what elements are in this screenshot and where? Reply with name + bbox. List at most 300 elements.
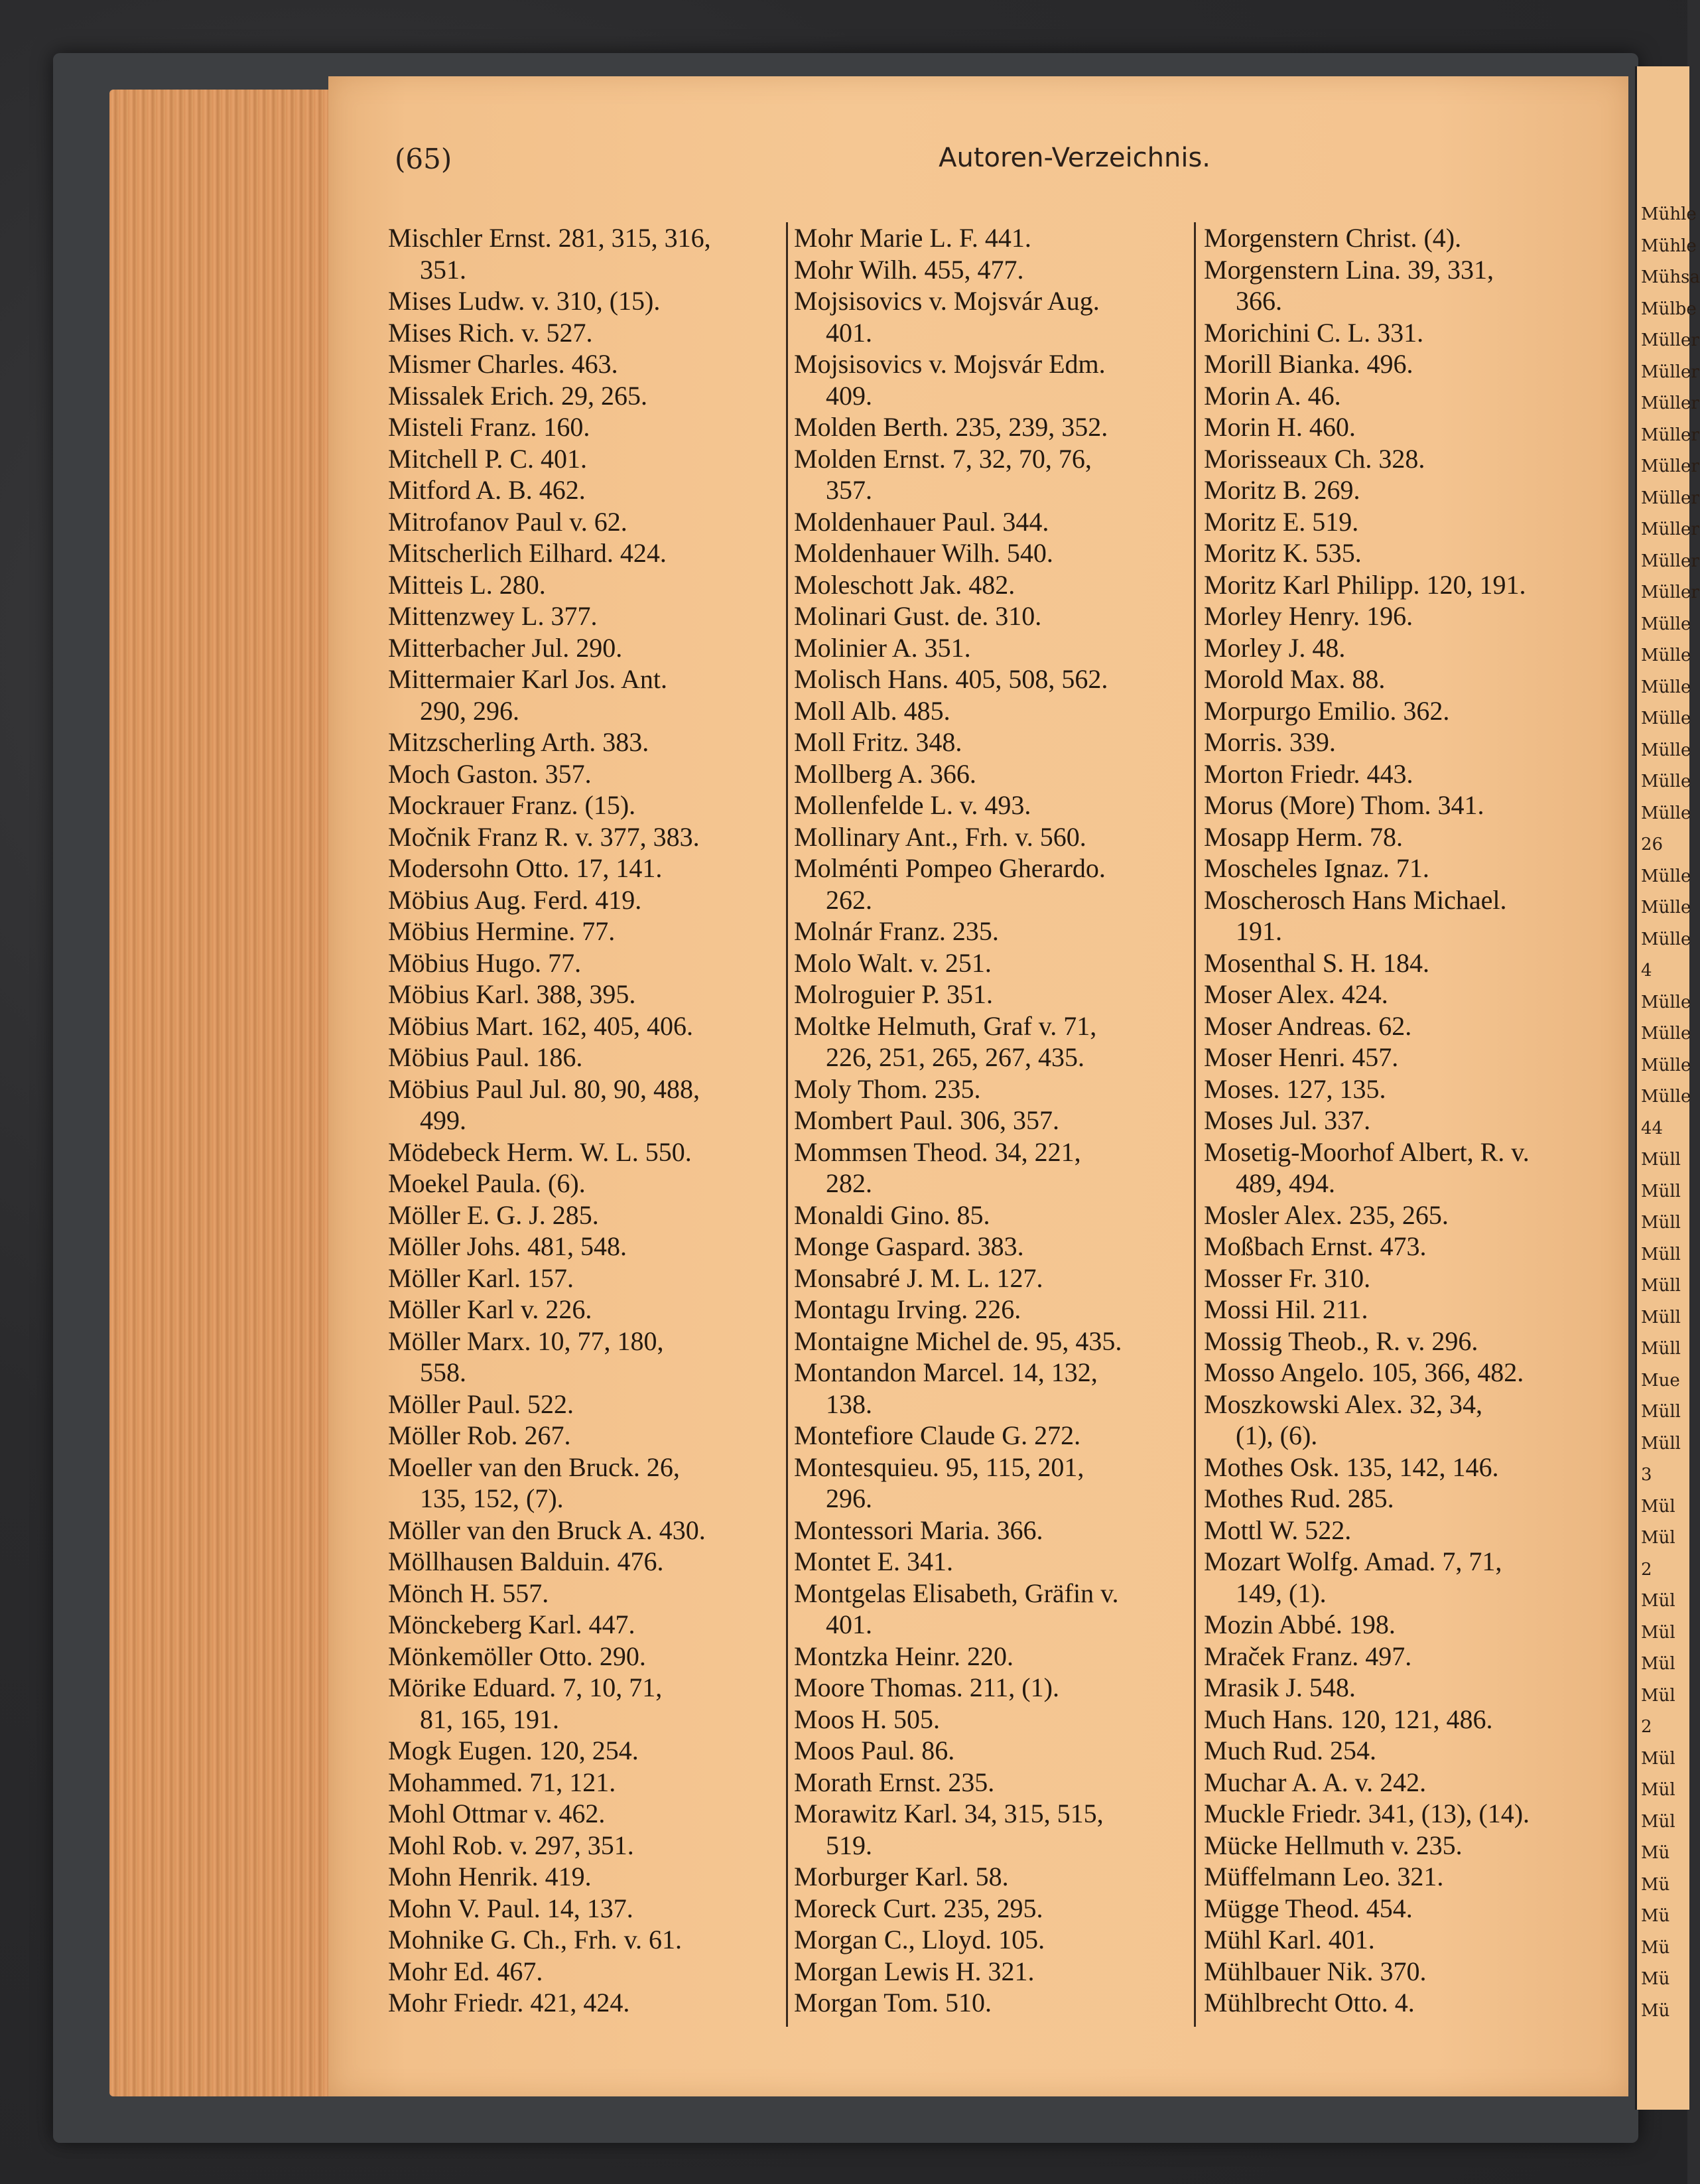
index-entry-line: Much Hans. 120, 121, 486. — [1204, 1704, 1493, 1734]
index-entry-line: Mörike Eduard. 7, 10, 71, — [388, 1672, 663, 1702]
index-entry-line: Montgelas Elisabeth, Gräfin v. — [794, 1578, 1119, 1608]
next-page-text: Mülle — [1641, 898, 1691, 918]
index-entry — [794, 695, 1182, 727]
index-entry — [1204, 1105, 1595, 1136]
index-entry-line: Moser Alex. 424. — [1204, 979, 1388, 1009]
index-entry — [388, 821, 776, 853]
index-entry — [794, 663, 1182, 695]
index-entry — [388, 1641, 776, 1672]
index-entry — [794, 1136, 1182, 1199]
index-entry — [388, 1956, 776, 1988]
index-entry — [388, 1389, 776, 1420]
index-entry-line: Moscheles Ignaz. 71. — [1204, 853, 1429, 883]
index-entry — [1204, 853, 1595, 884]
next-page-text: Mül — [1641, 1748, 1675, 1769]
index-entry-line: Moritz K. 535. — [1204, 538, 1362, 568]
index-entry-line: Moser Andreas. 62. — [1204, 1010, 1412, 1041]
index-entry — [1204, 222, 1595, 254]
index-entry-line: Morgan C., Lloyd. 105. — [794, 1925, 1045, 1954]
index-entry-line: Morley J. 48. — [1204, 632, 1346, 663]
index-entry — [388, 1294, 776, 1326]
next-page-text: Mül — [1641, 1654, 1675, 1674]
index-entry — [388, 443, 776, 475]
index-entry — [794, 1357, 1182, 1420]
next-page-text: Mülle — [1641, 740, 1691, 760]
index-entry — [388, 916, 776, 947]
index-entry-line: Mockrauer Franz. (15). — [388, 790, 636, 820]
index-entry — [1204, 380, 1595, 412]
index-entry-continuation: 489, 494. — [1236, 1168, 1335, 1198]
index-entry — [794, 1893, 1182, 1925]
index-entry-line: Möbius Paul. 186. — [388, 1042, 583, 1072]
next-page-text: Mülle — [1641, 1087, 1691, 1107]
index-entry-line: Mitford A. B. 462. — [388, 475, 586, 505]
next-page-text: Müll — [1641, 1150, 1681, 1170]
index-entry-line: Möller Karl v. 226. — [388, 1294, 592, 1324]
next-page-text: 4 — [1641, 961, 1652, 981]
index-entry — [1204, 1609, 1595, 1641]
next-page-text: Müll — [1641, 1244, 1681, 1264]
next-page-text: Müll — [1641, 1307, 1681, 1328]
next-page-text: Müller — [1641, 425, 1699, 445]
index-entry — [794, 1105, 1182, 1136]
index-entry-line: Mogk Eugen. 120, 254. — [388, 1736, 639, 1765]
index-entry — [1204, 947, 1595, 979]
index-entry — [1204, 600, 1595, 632]
next-page-text: Mülle — [1641, 1024, 1691, 1044]
page-header — [395, 143, 1602, 182]
index-entry-line: Mosapp Herm. 78. — [1204, 821, 1403, 852]
index-entry-line: Molo Walt. v. 251. — [794, 947, 992, 978]
index-entry — [1204, 979, 1595, 1010]
index-entry — [1204, 348, 1595, 380]
next-page-text: 26 — [1641, 835, 1664, 854]
next-page-text: Müll — [1641, 1213, 1681, 1233]
index-entry — [1204, 1199, 1595, 1231]
index-entry — [388, 1672, 776, 1735]
index-entry-line: Mozin Abbé. 198. — [1204, 1609, 1396, 1639]
index-entry-line: Moritz E. 519. — [1204, 506, 1359, 537]
next-page-text: Mülle — [1641, 646, 1691, 665]
index-entry-continuation: 226, 251, 265, 267, 435. — [826, 1042, 1084, 1072]
index-entry-line: Möller E. G. J. 285. — [388, 1199, 599, 1230]
index-entry-line: Möbius Mart. 162, 405, 406. — [388, 1010, 693, 1041]
index-entry — [794, 1546, 1182, 1578]
index-entry — [1204, 1042, 1595, 1073]
index-entry-line: Mönch H. 557. — [388, 1578, 549, 1608]
index-entry — [794, 1924, 1182, 1956]
index-entry — [388, 600, 776, 632]
index-entry — [1204, 1641, 1595, 1672]
index-entry-line: Mohammed. 71, 121. — [388, 1767, 616, 1797]
index-entry — [794, 1704, 1182, 1736]
index-entry — [388, 1042, 776, 1073]
index-entry-line: Mohn V. Paul. 14, 137. — [388, 1893, 633, 1923]
index-entry — [388, 537, 776, 569]
index-entry — [794, 285, 1182, 348]
index-entry-line: Mollberg A. 366. — [794, 758, 976, 789]
index-entry-line: Moritz B. 269. — [1204, 475, 1360, 505]
index-entry-continuation: 81, 165, 191. — [420, 1704, 559, 1734]
next-page-text: Mülle — [1641, 709, 1691, 728]
index-entry-line: Müffelmann Leo. 321. — [1204, 1862, 1444, 1891]
index-entry-line: Mohl Rob. v. 297, 351. — [388, 1830, 634, 1860]
next-page-text: Mülle — [1641, 1055, 1691, 1075]
index-entry — [794, 1861, 1182, 1893]
index-entry-line: Morton Friedr. 443. — [1204, 758, 1413, 789]
next-page-text: Mülbe — [1641, 299, 1697, 319]
index-entry — [794, 1294, 1182, 1326]
index-entry — [794, 443, 1182, 506]
next-page-text: Müll — [1641, 1339, 1681, 1359]
index-entry-line: Mottl W. 522. — [1204, 1515, 1352, 1545]
index-entry-line: Morley Henry. 196. — [1204, 601, 1413, 631]
index-entry — [794, 1326, 1182, 1357]
index-entry-line: Morgenstern Lina. 39, 331, — [1204, 254, 1494, 285]
index-entry — [1204, 1231, 1595, 1263]
index-entry-line: Mittenzwey L. 377. — [388, 601, 598, 631]
index-entry-line: Möbius Paul Jul. 80, 90, 488, — [388, 1073, 700, 1104]
index-entry — [794, 1987, 1182, 2019]
index-entry-continuation: (1), (6). — [1236, 1420, 1318, 1450]
index-entry-line: Mitterbacher Jul. 290. — [388, 632, 623, 663]
index-entry-continuation: 401. — [826, 1609, 872, 1639]
index-entry — [388, 317, 776, 349]
index-entry-line: Monge Gaspard. 383. — [794, 1231, 1024, 1261]
index-entry-continuation: 135, 152, (7). — [420, 1483, 564, 1513]
page-number: (65) — [395, 143, 452, 175]
index-entry — [388, 1452, 776, 1515]
index-entry — [1204, 1136, 1595, 1199]
index-entry — [1204, 1924, 1595, 1956]
index-entry-line: Morill Bianka. 496. — [1204, 349, 1413, 379]
next-page-text: Müll — [1641, 1276, 1681, 1296]
next-page-text: Mü — [1641, 1906, 1670, 1926]
index-entry — [1204, 1672, 1595, 1704]
index-entry-line: Mraček Franz. 497. — [1204, 1641, 1412, 1671]
index-entry-line: Moekel Paula. (6). — [388, 1168, 586, 1198]
index-entry — [1204, 1987, 1595, 2019]
index-entry — [388, 222, 776, 285]
index-entry-line: Mönckeberg Karl. 447. — [388, 1609, 635, 1639]
index-entry — [794, 1956, 1182, 1988]
index-entry-line: Morgan Tom. 510. — [794, 1988, 992, 2017]
index-entry-line: Molroguier P. 351. — [794, 979, 993, 1009]
index-entry-continuation: 401. — [826, 317, 872, 348]
index-entry-line: Moritz Karl Philipp. 120, 191. — [1204, 569, 1526, 600]
index-entry-line: Mühlbauer Nik. 370. — [1204, 1956, 1427, 1986]
index-entry — [388, 1515, 776, 1546]
index-entry-line: Mitchell P. C. 401. — [388, 443, 588, 474]
index-entry-line: Mises Ludw. v. 310, (15). — [388, 286, 661, 316]
index-entry — [388, 1546, 776, 1578]
index-entry-line: Moeller van den Bruck. 26, — [388, 1452, 680, 1482]
index-entry-line: Molnár Franz. 235. — [794, 916, 999, 946]
index-entry — [794, 1231, 1182, 1263]
index-entry — [1204, 1798, 1595, 1830]
index-entry-line: Möller van den Bruck A. 430. — [388, 1515, 706, 1545]
index-entry — [1204, 506, 1595, 538]
index-entry-line: Mitrofanov Paul v. 62. — [388, 506, 627, 537]
index-entry — [1204, 1357, 1595, 1389]
index-entry — [388, 1420, 776, 1452]
index-entry-line: Mohn Henrik. 419. — [388, 1862, 592, 1891]
index-entry — [1204, 1294, 1595, 1326]
index-entry-line: Moleschott Jak. 482. — [794, 569, 1015, 600]
index-entry-line: Morin H. 460. — [1204, 412, 1356, 442]
index-entry-line: Moscherosch Hans Michael. — [1204, 884, 1507, 915]
index-entry — [1204, 726, 1595, 758]
index-entry — [794, 1010, 1182, 1073]
index-entry — [388, 411, 776, 443]
index-entry — [388, 1987, 776, 2019]
index-entry — [388, 1798, 776, 1830]
index-entry-line: Močnik Franz R. v. 377, 383. — [388, 821, 700, 852]
index-entry-line: Möller Paul. 522. — [388, 1389, 574, 1419]
index-entry — [794, 632, 1182, 664]
index-entry-line: Moldenhauer Paul. 344. — [794, 506, 1049, 537]
index-entry — [794, 1798, 1182, 1861]
index-entry-continuation: 351. — [420, 254, 466, 285]
index-entry-line: Mohr Friedr. 421, 424. — [388, 1988, 630, 2017]
index-entry-line: Montessori Maria. 366. — [794, 1515, 1043, 1545]
index-entry-line: Mitteis L. 280. — [388, 569, 546, 600]
next-page-text: Mü — [1641, 2000, 1670, 2021]
index-entry-line: Möbius Hermine. 77. — [388, 916, 616, 946]
next-page-text: Mühle — [1641, 236, 1697, 256]
index-entry-line: Montagu Irving. 226. — [794, 1294, 1021, 1324]
next-page-text: 44 — [1641, 1118, 1664, 1138]
next-page-text: Müller — [1641, 362, 1699, 382]
index-entry — [1204, 821, 1595, 853]
index-entry-line: Montet E. 341. — [794, 1546, 953, 1576]
index-entry — [1204, 1861, 1595, 1893]
index-entry — [794, 254, 1182, 286]
next-page-text: Müll — [1641, 1433, 1681, 1454]
next-page-text: Müller — [1641, 519, 1699, 539]
index-entry — [794, 569, 1182, 601]
index-entry-line: Mücke Hellmuth v. 235. — [1204, 1830, 1463, 1860]
index-entry-line: Möbius Hugo. 77. — [388, 947, 582, 978]
index-entry-line: Montesquieu. 95, 115, 201, — [794, 1452, 1084, 1482]
index-entry — [1204, 443, 1595, 475]
index-entry-continuation: 290, 296. — [420, 695, 519, 726]
index-entry — [1204, 569, 1595, 601]
index-entry — [388, 789, 776, 821]
index-entry — [388, 663, 776, 726]
index-entry-line: Mönkemöller Otto. 290. — [388, 1641, 646, 1671]
next-page-text: Mü — [1641, 1874, 1670, 1895]
index-entry — [1204, 789, 1595, 821]
next-page-text: Müller — [1641, 582, 1699, 602]
index-entry-line: Moldenhauer Wilh. 540. — [794, 538, 1053, 568]
next-page-text: Müller — [1641, 456, 1699, 476]
index-entry-line: Mosler Alex. 235, 265. — [1204, 1199, 1449, 1230]
index-entry-line: Mojsisovics v. Mojsvár Aug. — [794, 286, 1100, 316]
index-entry — [794, 789, 1182, 821]
next-page-text: Mü — [1641, 1937, 1670, 1958]
index-entry-line: Montzka Heinr. 220. — [794, 1641, 1014, 1671]
index-entry-line: Mossi Hil. 211. — [1204, 1294, 1368, 1324]
index-entry — [1204, 884, 1595, 947]
index-entry-line: Missalek Erich. 29, 265. — [388, 380, 648, 411]
index-entry — [1204, 1010, 1595, 1042]
next-page-text: Mühle — [1641, 204, 1697, 224]
index-entry — [1204, 254, 1595, 317]
index-entry — [1204, 1263, 1595, 1294]
index-entry-line: Moore Thomas. 211, (1). — [794, 1672, 1059, 1702]
index-entry-line: Moltke Helmuth, Graf v. 71, — [794, 1010, 1097, 1041]
index-entry-line: Möbius Karl. 388, 395. — [388, 979, 636, 1009]
index-entry-continuation: 558. — [420, 1357, 466, 1387]
index-entry-line: Montandon Marcel. 14, 132, — [794, 1357, 1098, 1387]
index-entry-line: Mismer Charles. 463. — [388, 349, 618, 379]
index-entry-line: Möller Marx. 10, 77, 180, — [388, 1326, 664, 1356]
next-page-text: Mü — [1641, 1969, 1670, 1989]
index-entry-line: Mossig Theob., R. v. 296. — [1204, 1326, 1478, 1356]
index-entry-line: Möller Rob. 267. — [388, 1420, 571, 1450]
index-entry-line: Morichini C. L. 331. — [1204, 317, 1424, 348]
next-page-text: Mül — [1641, 1622, 1675, 1643]
next-page-text: Mül — [1641, 1496, 1675, 1517]
index-entry-line: Mittermaier Karl Jos. Ant. — [388, 664, 668, 694]
next-page-text: Müller — [1641, 393, 1699, 413]
index-entry-line: Mozart Wolfg. Amad. 7, 71, — [1204, 1546, 1502, 1576]
index-entry — [794, 1452, 1182, 1515]
column-divider — [786, 222, 788, 2027]
index-entry — [1204, 474, 1595, 506]
next-page-text: Mül — [1641, 1528, 1675, 1548]
index-entry-line: Mischler Ernst. 281, 315, 316, — [388, 223, 711, 253]
index-entry — [388, 1199, 776, 1231]
index-entry — [388, 1735, 776, 1767]
index-entry-continuation: 409. — [826, 380, 872, 411]
index-entry — [1204, 1735, 1595, 1767]
index-entry — [1204, 1830, 1595, 1862]
index-entry-line: Molisch Hans. 405, 508, 562. — [794, 664, 1108, 694]
index-entry — [794, 979, 1182, 1010]
index-entry-line: Mommsen Theod. 34, 221, — [794, 1136, 1081, 1167]
index-entry-line: Mitscherlich Eilhard. 424. — [388, 538, 667, 568]
index-entry — [794, 1515, 1182, 1546]
index-entry — [794, 1578, 1182, 1641]
index-entry-line: Morawitz Karl. 34, 315, 515, — [794, 1799, 1104, 1828]
index-entry — [1204, 537, 1595, 569]
index-entry-line: Mollenfelde L. v. 493. — [794, 790, 1031, 820]
next-page-text: Mülle — [1641, 614, 1691, 634]
index-entry — [1204, 1483, 1595, 1515]
next-page-text: Mülle — [1641, 929, 1691, 949]
index-entry — [388, 1136, 776, 1168]
index-entry — [1204, 1546, 1595, 1609]
next-page-text: Mülle — [1641, 866, 1691, 886]
index-entry-line: Mothes Rud. 285. — [1204, 1483, 1394, 1513]
next-page-text: Mülle — [1641, 677, 1691, 697]
index-entry — [388, 1767, 776, 1799]
index-entry — [794, 506, 1182, 538]
next-page-text: Mül — [1641, 1780, 1675, 1800]
index-entry-line: Moszkowski Alex. 32, 34, — [1204, 1389, 1482, 1419]
index-entry — [388, 632, 776, 664]
index-entry-line: Mohr Marie L. F. 441. — [794, 223, 1031, 253]
index-entry — [1204, 1515, 1595, 1546]
index-entry — [794, 853, 1182, 916]
index-entry-line: Mohl Ottmar v. 462. — [388, 1799, 606, 1828]
index-entry-line: Morold Max. 88. — [1204, 664, 1386, 694]
index-entry — [1204, 663, 1595, 695]
index-entry-line: Misteli Franz. 160. — [388, 412, 590, 442]
index-entry-line: Möllhausen Balduin. 476. — [388, 1546, 664, 1576]
index-entry-line: Mühlbrecht Otto. 4. — [1204, 1988, 1415, 2017]
index-entry — [794, 222, 1182, 254]
index-entry — [388, 1861, 776, 1893]
index-entry — [388, 979, 776, 1010]
index-entry — [388, 1893, 776, 1925]
index-entry-line: Molden Berth. 235, 239, 352. — [794, 412, 1108, 442]
column-divider — [1194, 222, 1196, 2027]
index-entry-line: Morgan Lewis H. 321. — [794, 1956, 1035, 1986]
index-entry — [794, 1767, 1182, 1799]
index-entry — [388, 884, 776, 916]
index-entry-line: Möller Johs. 481, 548. — [388, 1231, 627, 1261]
index-entry — [794, 916, 1182, 947]
next-page-text: Mülle — [1641, 803, 1691, 823]
index-entry — [794, 348, 1182, 411]
index-entry — [1204, 1389, 1595, 1452]
index-entry-line: Molden Ernst. 7, 32, 70, 76, — [794, 443, 1092, 474]
index-entry-line: Molinier A. 351. — [794, 632, 971, 663]
index-entry — [794, 821, 1182, 853]
index-entry — [1204, 317, 1595, 349]
index-entry — [794, 1641, 1182, 1672]
index-entry-line: Moos Paul. 86. — [794, 1736, 955, 1765]
index-entry-line: Moos H. 505. — [794, 1704, 941, 1734]
index-entry — [388, 474, 776, 506]
next-page-text: Müller — [1641, 488, 1699, 508]
index-entry-line: Moll Fritz. 348. — [794, 727, 962, 757]
index-entry — [388, 758, 776, 790]
index-entry — [1204, 1073, 1595, 1105]
index-entry — [794, 758, 1182, 790]
index-entry-line: Mrasik J. 548. — [1204, 1672, 1356, 1702]
index-entry-line: Möller Karl. 157. — [388, 1263, 574, 1293]
index-entry-continuation: 519. — [826, 1830, 872, 1860]
index-entry — [388, 1073, 776, 1136]
index-entry — [794, 411, 1182, 443]
next-page-text: Müller — [1641, 551, 1699, 571]
index-entry — [794, 1420, 1182, 1452]
index-entry — [388, 1830, 776, 1862]
next-page-text: 2 — [1641, 1717, 1652, 1737]
index-entry — [388, 853, 776, 884]
index-entry — [388, 1263, 776, 1294]
index-entry — [388, 348, 776, 380]
next-page-text: Müller — [1641, 330, 1699, 350]
index-entry — [388, 1609, 776, 1641]
index-entry — [388, 285, 776, 317]
index-entry-continuation: 191. — [1236, 916, 1282, 946]
index-entry — [794, 947, 1182, 979]
index-entry-line: Modersohn Otto. 17, 141. — [388, 853, 663, 883]
index-entry-line: Morris. 339. — [1204, 727, 1336, 757]
index-entry-line: Mohr Ed. 467. — [388, 1956, 543, 1986]
index-entry — [794, 1199, 1182, 1231]
next-page-text: Mül — [1641, 1811, 1675, 1832]
index-entry-line: Mojsisovics v. Mojsvár Edm. — [794, 349, 1106, 379]
next-page-text: 3 — [1641, 1465, 1652, 1485]
index-entry-line: Mügge Theod. 454. — [1204, 1893, 1413, 1923]
index-column-3 — [1204, 222, 1595, 2019]
